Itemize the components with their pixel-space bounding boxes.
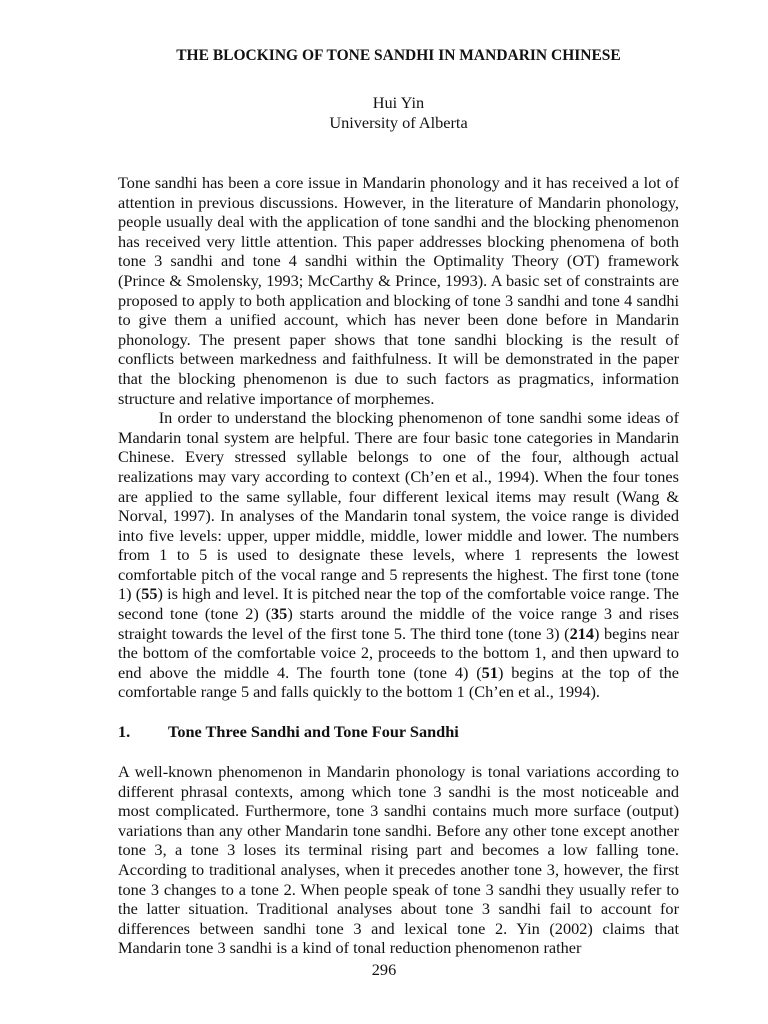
- tone2-value: 35: [271, 604, 288, 624]
- section-body-paragraph: A well-known phenomenon in Mandarin phonology is tonal variations according to different phrasal contexts, among which tone 3 sandhi is the most noticeable and most complicated. Furthermore, tone 3 sandhi contains much more surface (output) variations than any other Mandarin tone sandhi. Before any other tone except another tone 3, a tone 3 loses its terminal rising part and becomes a low falling tone. According to traditional analyses, when it precedes another tone 3, however, the first tone 3 changes to a tone 2. When people speak of tone 3 sandhi they usually refer to the latter situation. Traditional analyses about tone 3 sandhi fail to account for differences between sandhi tone 3 and lexical tone 2. Yin (2002) claims that Mandarin tone 3 sandhi is a kind of tonal reduction phenomenon rather: [118, 762, 679, 958]
- tone4-value: 51: [481, 662, 498, 682]
- section-title: Tone Three Sandhi and Tone Four Sandhi: [168, 722, 459, 742]
- section-heading: [118, 722, 679, 742]
- intro-text-3: ) starts around the middle of the voice range 3 and rises straight towards the level of the first tone 5. The third tone (tone 3) (: [118, 604, 679, 643]
- intro-text-1: In order to understand the blocking phenomenon of tone sandhi some ideas of Mandarin tonal system are helpful. There are four basic tone categories in Mandarin Chinese. Every stressed syllable belongs to one of the four, although actual realizations may vary according to context (Ch’en et al., 1994). When the four tones are applied to the same syllable, four different lexical items may result (Wang & Norval, 1997). In analyses of the Mandarin tonal system, the voice range is divided into five levels: upper, upper middle, middle, lower middle and lower. The numbers from 1 to 5 is used to designate these levels, where 1 represents the lowest comfortable pitch of the vocal range and 5 represents the highest. The first tone (tone 1) (: [118, 408, 679, 604]
- intro-text-5: ) begins at the top of the comfortable range 5 and falls quickly to the bottom 1 (Ch’en et al., 1994).: [118, 662, 679, 702]
- author-name: Hui Yin: [372, 93, 425, 112]
- paper-title: THE BLOCKING OF TONE SANDHI IN MANDARIN CHINESE: [176, 47, 621, 64]
- intro-text-2: ) is high and level. It is pitched near the top of the comfortable voice range. The second tone (tone 2) (: [118, 584, 679, 624]
- intro-paragraph: [118, 408, 679, 702]
- abstract-paragraph: Tone sandhi has been a core issue in Mandarin phonology and it has received a lot of attention in previous discussions. However, in the literature of Mandarin phonology, people usually deal with the application of tone sandhi and the blocking phenomenon has received very little attention. This paper addresses blocking phenomena of both tone 3 sandhi and tone 4 sandhi within the Optimality Theory (OT) framework (Prince & Smolensky, 1993; McCarthy & Prince, 1993). A basic set of constraints are proposed to apply to both application and blocking of tone 3 sandhi and tone 4 sandhi to give them a unified account, which has never been done before in Mandarin phonology. The present paper shows that tone sandhi blocking is the result of conflicts between markedness and faithfulness. It will be demonstrated in the paper that the blocking phenomenon is due to such factors as pragmatics, information structure and relative importance of morphemes.: [118, 173, 679, 408]
- author-affiliation: University of Alberta: [329, 113, 468, 132]
- intro-text-4: ) begins near the bottom of the comfortable voice 2, proceeds to the bottom 1, and then upward to end above the middle 4. The fourth tone (tone 4) (: [118, 623, 679, 682]
- tone3-value: 214: [569, 623, 594, 643]
- page-content: [118, 40, 679, 958]
- page-number: 296: [371, 960, 397, 979]
- tone1-value: 55: [141, 584, 158, 604]
- section-number: 1.: [118, 722, 131, 742]
